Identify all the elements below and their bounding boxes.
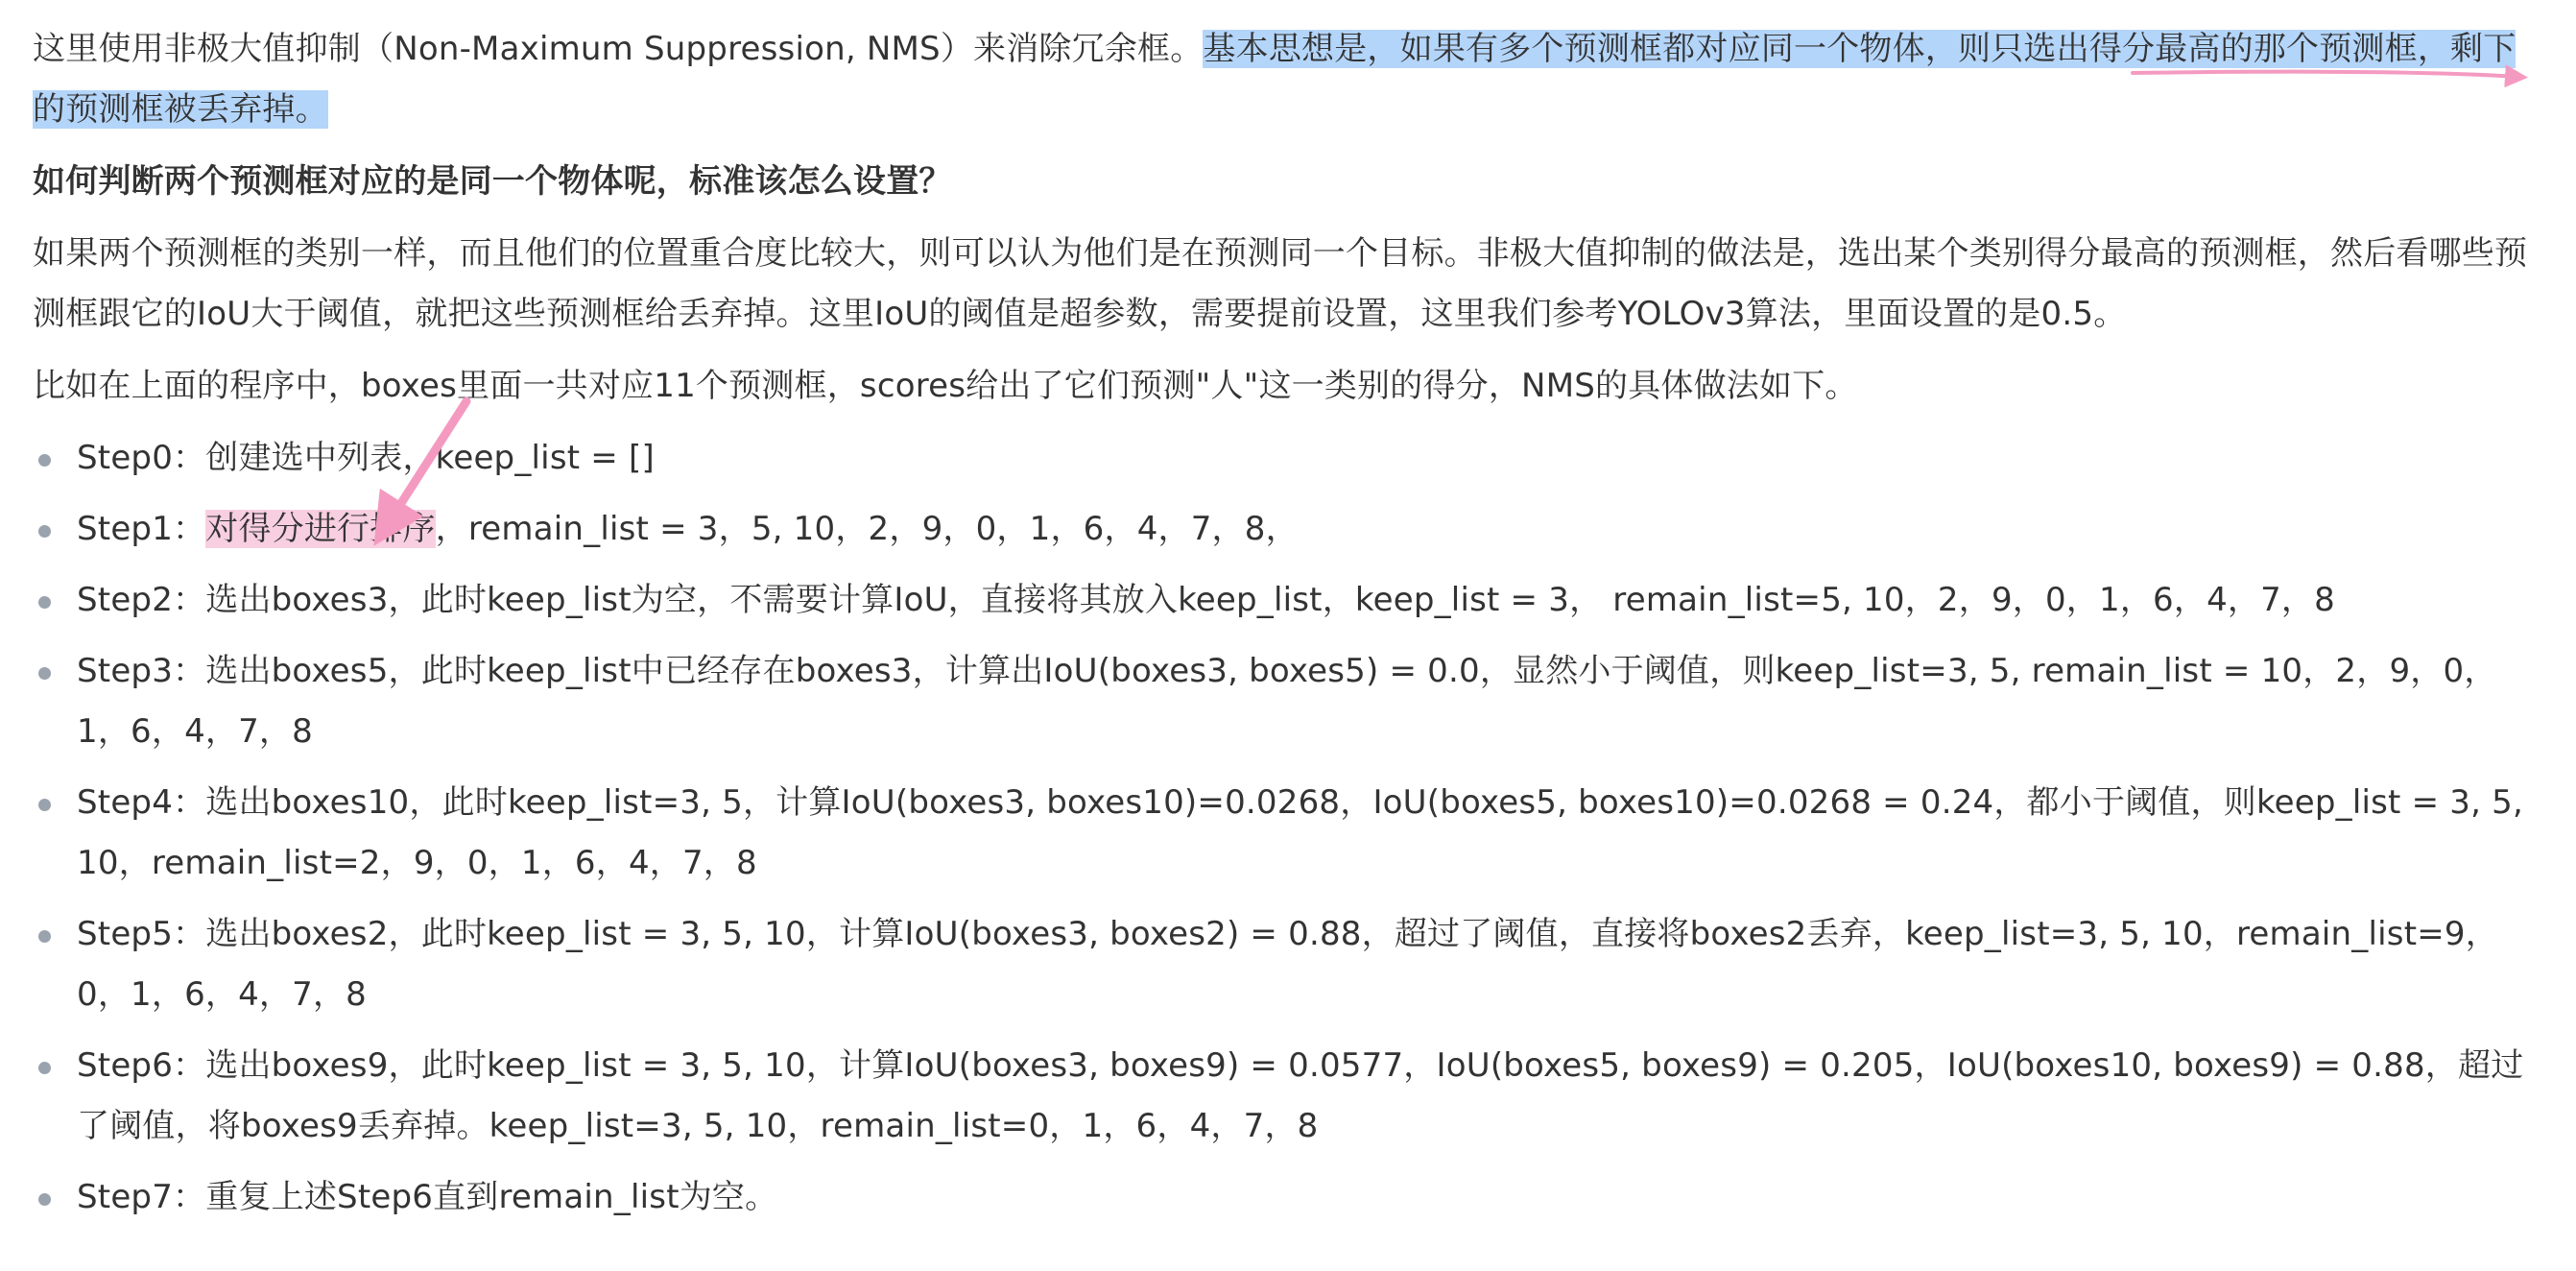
list-item-step6 [33, 1036, 2528, 1157]
step6-text: Step6：选出boxes9，此时keep_list = 3, 5, 10，计算IoU(boxes3, boxes9) = 0.0577，IoU(boxes5, boxes9) = 0.205，IoU(boxes10, boxes9) = 0.88，超过了阈值，将boxes9丢弃掉。keep_list=3, 5, 10，remain_list=0，1，6，4，7，8 [77, 1046, 2524, 1145]
step1-rest: ，remain_list = 3，5, 10，2，9，0，1，6，4，7，8， [435, 510, 1299, 548]
step1-prefix: Step1： [77, 510, 206, 548]
bullet-icon [38, 454, 51, 467]
list-item-step7 [33, 1167, 2528, 1228]
bullet-icon [38, 799, 51, 811]
list-item-step3 [33, 641, 2528, 762]
explanation-paragraph: 如果两个预测框的类别一样，而且他们的位置重合度比较大，则可以认为他们是在预测同一个目标。非极大值抑制的做法是，选出某个类别得分最高的预测框，然后看哪些预测框跟它的IoU大于阈值，就把这些预测框给丢弃掉。这里IoU的阈值是超参数，需要提前设置，这里我们参考YOLOv3算法，里面设置的是0.5。 [33, 234, 2528, 333]
list-item-step4 [33, 773, 2528, 894]
intro-text: 这里使用非极大值抑制（Non-Maximum Suppression, NMS）来消除冗余框。 [33, 30, 1204, 68]
bullet-icon [38, 930, 51, 943]
list-item-step2 [33, 570, 2528, 631]
bullet-icon [38, 1062, 51, 1074]
question-heading: 如何判断两个预测框对应的是同一个物体呢，标准该怎么设置？ [33, 162, 952, 201]
step0-text: Step0：创建选中列表，keep_list = [] [77, 439, 655, 477]
list-item-step0 [33, 428, 2528, 489]
nms-steps-list [33, 428, 2528, 1228]
list-item-step5 [33, 904, 2528, 1025]
bullet-icon [38, 667, 51, 680]
step2-text: Step2：选出boxes3，此时keep_list为空，不需要计算IoU，直接将其放入keep_list，keep_list = 3， remain_list=5, 10，2，9，0，1，6，4，7，8 [77, 581, 2335, 619]
bullet-icon [38, 1193, 51, 1206]
bullet-icon [38, 596, 51, 609]
intro-paragraph [33, 19, 2528, 140]
list-item-step1 [33, 499, 2528, 560]
step7-text: Step7：重复上述Step6直到remain_list为空。 [77, 1178, 778, 1216]
step3-text: Step3：选出boxes5，此时keep_list中已经存在boxes3，计算出IoU(boxes3, boxes5) = 0.0，显然小于阈值，则keep_list=3, 5, remain_list = 10，2，9，0，1，6，4，7，8 [77, 652, 2497, 751]
bullet-icon [38, 525, 51, 538]
step4-text: Step4：选出boxes10，此时keep_list=3, 5，计算IoU(boxes3, boxes10)=0.0268，IoU(boxes5, boxes10)=0.0268 = 0.24，都小于阈值，则keep_list = 3, 5, 10，remain_list=2，9，0，1，6，4，7，8 [77, 783, 2523, 882]
step1-highlighted-text: 对得分进行排序 [205, 510, 436, 548]
step5-text: Step5：选出boxes2，此时keep_list = 3, 5, 10，计算IoU(boxes3, boxes2) = 0.88，超过了阈值，直接将boxes2丢弃，keep_list=3, 5, 10，remain_list=9，0，1，6，4，7，8 [77, 915, 2498, 1014]
intro-highlighted-text: 基本思想是，如果有多个预测框都对应同一个物体，则只选出得分最高的那个预测框，剩下的预测框被丢弃掉。 [33, 30, 2516, 129]
example-intro-paragraph: 比如在上面的程序中，boxes里面一共对应11个预测框，scores给出了它们预测"人"这一类别的得分，NMS的具体做法如下。 [33, 367, 1858, 405]
article-body [33, 19, 2528, 1238]
